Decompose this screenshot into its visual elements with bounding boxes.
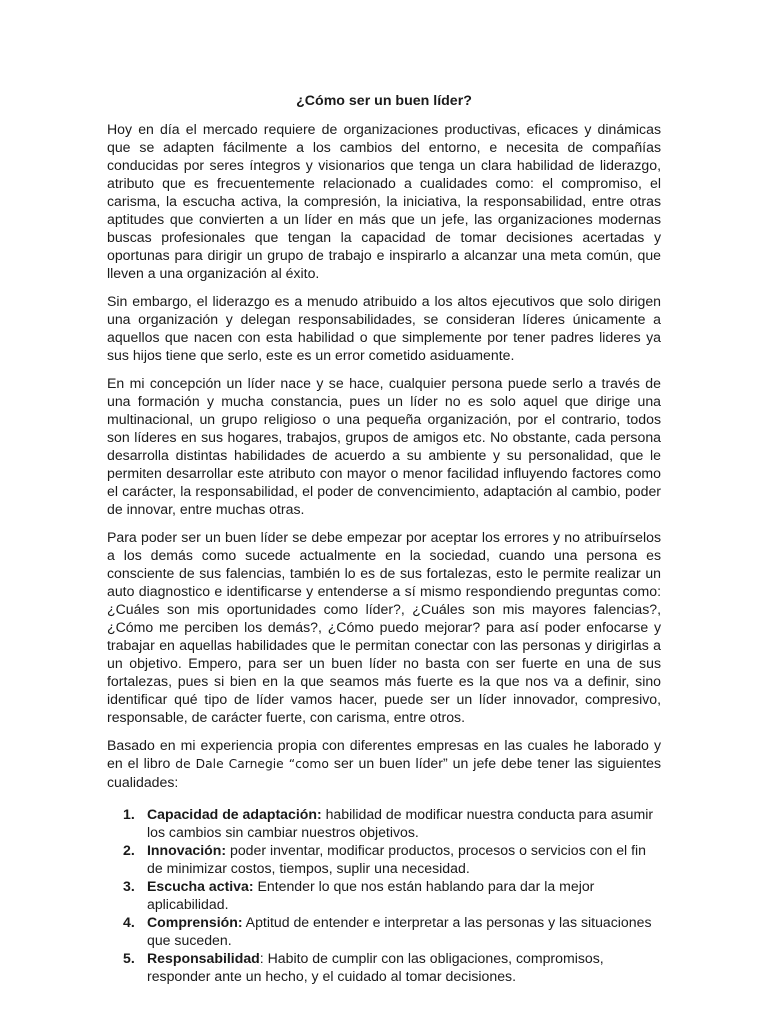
list-item bbox=[107, 877, 661, 913]
quality-term: Comprensión: bbox=[147, 914, 243, 930]
paragraph-1: Hoy en día el mercado requiere de organizaciones productivas, eficaces y dinámicas que se adapten fácilmente a los cambios del entorno, e necesita de compañías conducidas por seres íntegros y visionarios que tenga un clara habilidad de liderazgo, atributo que es frecuentemente relacionado a cualidades como: el compromiso, el carisma, la escucha activa, la compresión, la iniciativa, la responsabilidad, entre otras aptitudes que convierten a un líder en más que un jefe, las organizaciones modernas buscas profesionales que tengan la capacidad de tomar decisiones acertadas y oportunas para dirigir un grupo de trabajo e inspirarlo a alcanzar una meta común, que lleven a una organización al éxito. bbox=[107, 121, 661, 281]
qualities-list bbox=[107, 805, 661, 985]
quality-description: Entender lo que nos están hablando para dar la mejor aplicabilidad. bbox=[147, 878, 595, 912]
document-body bbox=[107, 120, 661, 985]
list-number: 5. bbox=[123, 950, 135, 966]
list-number: 4. bbox=[123, 914, 135, 930]
paragraph-3: En mi concepción un líder nace y se hace, cualquier persona puede serlo a través de una formación y mucha constancia, pues un líder no es solo aquel que dirige una multinacional, un grupo religioso o una pequeña organización, por el contrario, todos son líderes en sus hogares, trabajos, grupos de amigos etc. No obstante, cada persona desarrolla distintas habilidades de acuerdo a su ambiente y su personalidad, que le permiten desarrollar este atributo con mayor o menor facilidad influyendo factores como el carácter, la responsabilidad, el poder de convencimiento, adaptación al cambio, poder de innovar, entre muchas otras. bbox=[107, 375, 661, 517]
quality-description: Aptitud de entender e interpretar a las personas y las situaciones que suceden. bbox=[147, 914, 652, 948]
quality-description: poder inventar, modificar productos, procesos o servicios con el fin de minimizar costos, tiempos, suplir una necesidad. bbox=[147, 842, 646, 876]
page-title: ¿Cómo ser un buen líder? bbox=[296, 93, 472, 109]
quality-term: Responsabilidad bbox=[147, 950, 260, 966]
intro-before: Basado en mi experiencia propia con diferentes empresas en las cuales he laborado y en el libro bbox=[107, 737, 661, 771]
list-number: 1. bbox=[123, 806, 135, 822]
list-number: 2. bbox=[123, 842, 135, 858]
list-number: 3. bbox=[123, 878, 135, 894]
quality-description: : Habito de cumplir con las obligaciones, compromisos, responder ante un hecho, y el cuidado al tomar decisiones. bbox=[147, 950, 604, 984]
quality-description: habilidad de modificar nuestra conducta para asumir los cambios sin cambiar nuestros objetivos. bbox=[147, 806, 654, 840]
intro-after: ser un buen líder” un jefe debe tener las siguientes cualidades: bbox=[107, 755, 661, 790]
quality-term: Innovación: bbox=[147, 842, 227, 858]
book-citation: de Dale Carnegie “como bbox=[175, 757, 329, 771]
paragraph-intro bbox=[107, 736, 661, 791]
paragraph-2: Sin embargo, el liderazgo es a menudo atribuido a los altos ejecutivos que solo dirigen una organización y delegan responsabilidades, se consideran líderes únicamente a aquellos que nacen con esta habilidad o que simplemente por tener padres lideres ya sus hijos tiene que serlo, este es un error cometido asiduamente. bbox=[107, 293, 661, 363]
list-item bbox=[107, 805, 661, 841]
list-item bbox=[107, 949, 661, 985]
paragraph-4: Para poder ser un buen líder se debe empezar por aceptar los errores y no atribuírselos a los demás como sucede actualmente en la sociedad, cuando una persona es consciente de sus falencias, también lo es de sus fortalezas, esto le permite realizar un auto diagnostico e identificarse y entenderse a sí mismo respondiendo preguntas como: ¿Cuáles son mis oportunidades como líder?, ¿Cuáles son mis mayores falencias?, ¿Cómo me perciben los demás?, ¿Cómo puedo mejorar? para así poder enfocarse y trabajar en aquellas habilidades que le permitan conectar con las personas y dirigirlas a un objetivo. Empero, para ser un buen líder no basta con ser fuerte en una de sus fortalezas, pues si bien en la que seamos más fuerte es la que nos va a definir, sino identificar qué tipo de líder vamos hacer, puede ser un líder innovador, compresivo, responsable, de carácter fuerte, con carisma, entre otros. bbox=[107, 529, 661, 725]
quality-term: Capacidad de adaptación: bbox=[147, 806, 322, 822]
list-item bbox=[107, 913, 661, 949]
quality-term: Escucha activa: bbox=[147, 878, 254, 894]
list-item bbox=[107, 841, 661, 877]
